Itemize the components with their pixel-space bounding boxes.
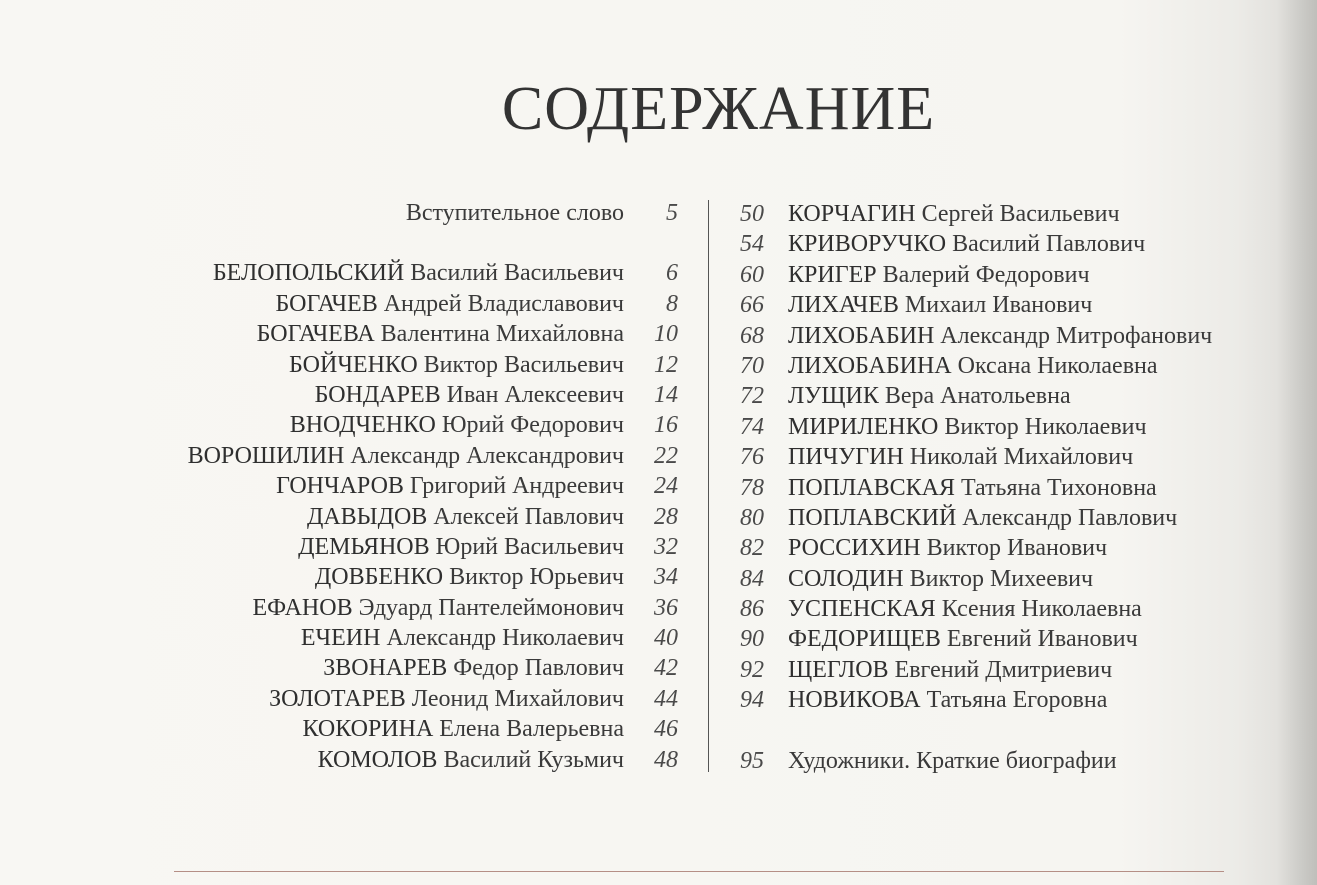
- toc-entry-given-name: Оксана Николаевна: [957, 352, 1158, 379]
- toc-entry-surname: БОНДАРЕВ: [314, 381, 441, 408]
- toc-entry-surname: ПОПЛАВСКИЙ: [788, 504, 957, 531]
- toc-entry-surname: БОГАЧЕВА: [256, 321, 375, 348]
- toc-intro-entry: [0, 198, 678, 228]
- toc-entry-page: 14: [654, 381, 678, 408]
- toc-entry-given-name: Евгений Иванович: [946, 626, 1138, 653]
- toc-entry-name: [290, 410, 624, 440]
- toc-entry: [720, 442, 1310, 472]
- toc-entry-surname: ПОПЛАВСКАЯ: [788, 474, 955, 501]
- toc-entry-page: 70: [740, 352, 764, 379]
- toc-entry-page: 76: [740, 444, 764, 471]
- toc-entry-page: 94: [740, 687, 764, 714]
- toc-entry-surname: КРИГЕР: [788, 261, 877, 288]
- toc-entry-surname: ПИЧУГИН: [788, 444, 904, 471]
- toc-entry-name: [788, 685, 1107, 715]
- toc-entry: [720, 594, 1310, 624]
- toc-entry-name: [302, 714, 624, 744]
- toc-entry: [0, 502, 678, 532]
- toc-entry: [0, 471, 678, 501]
- toc-entry-page: 90: [740, 626, 764, 653]
- toc-entry-page: 8: [666, 290, 678, 317]
- toc-entry-name: [307, 502, 624, 532]
- toc-entry-name: [788, 503, 1177, 533]
- toc-entry: [0, 684, 678, 714]
- toc-entry-name: [788, 412, 1147, 442]
- toc-entry-given-name: Елена Валерьевна: [439, 716, 624, 743]
- toc-entry-surname: ЩЕГЛОВ: [788, 656, 889, 683]
- toc-entry-surname: КОРЧАГИН: [788, 201, 916, 227]
- toc-entry-given-name: Виктор Васильевич: [423, 351, 624, 378]
- toc-entry-name: [788, 564, 1093, 594]
- toc-entry-surname: ДЕМЬЯНОВ: [298, 533, 430, 560]
- toc-entry-name: [788, 381, 1071, 411]
- toc-entry-name: [276, 471, 624, 501]
- toc-entry-surname: ЛИХАЧЕВ: [788, 292, 899, 319]
- toc-entry-name: [788, 473, 1157, 503]
- toc-entry: [720, 473, 1310, 503]
- toc-entry-given-name: Виктор Юрьевич: [449, 564, 624, 591]
- toc-entry-given-name: Иван Алексеевич: [446, 381, 624, 408]
- toc-closing-label: Художники. Краткие биографии: [788, 747, 1117, 774]
- toc-closing-page: 95: [740, 747, 764, 774]
- toc-entry-page: 32: [654, 533, 678, 560]
- toc-entry-name: [318, 745, 624, 775]
- toc-entry-name: [298, 532, 624, 562]
- toc-entry: [720, 229, 1310, 259]
- toc-entry-given-name: Татьяна Тихоновна: [960, 474, 1157, 501]
- toc-entry-surname: БЕЛОПОЛЬСКИЙ: [212, 260, 405, 287]
- toc-entry-given-name: Эдуард Пантелеймонович: [358, 594, 624, 621]
- toc-entry-given-name: Евгений Дмитриевич: [894, 656, 1113, 683]
- toc-entry: [0, 350, 678, 380]
- toc-entry-page: 92: [740, 656, 764, 683]
- toc-entry-given-name: Виктор Михеевич: [909, 565, 1094, 592]
- toc-entry-page: 66: [740, 292, 764, 319]
- toc-entry-page: 78: [740, 474, 764, 501]
- toc-entry-page: 74: [740, 413, 764, 440]
- toc-entry-surname: ДОВБЕНКО: [314, 564, 444, 591]
- toc-entry-given-name: Юрий Федорович: [441, 412, 624, 439]
- toc-entry-given-name: Ксения Николаевна: [941, 596, 1142, 623]
- toc-entry-name: [788, 290, 1092, 320]
- toc-entry-page: 36: [654, 594, 678, 621]
- toc-entry: [0, 289, 678, 319]
- toc-intro-page: 5: [666, 200, 678, 226]
- toc-entry-page: 68: [740, 322, 764, 349]
- toc-entry-surname: МИРИЛЕНКО: [788, 413, 939, 440]
- toc-entry: [0, 319, 678, 349]
- toc-entry: [0, 410, 678, 440]
- toc-entry-given-name: Юрий Васильевич: [435, 533, 624, 560]
- toc-entry-surname: КРИВОРУЧКО: [788, 231, 947, 258]
- toc-entry: [720, 533, 1310, 563]
- toc-entry-name: [252, 593, 624, 623]
- toc-entry-page: 54: [740, 231, 764, 258]
- toc-entry-page: 46: [654, 716, 678, 743]
- toc-entry: [720, 412, 1310, 442]
- toc-entry-surname: СОЛОДИН: [788, 565, 904, 592]
- toc-entry-page: 48: [654, 746, 678, 773]
- toc-spacer: [720, 716, 1310, 746]
- toc-entry-name: [315, 562, 624, 592]
- toc-entry-surname: ЛУЩИК: [788, 383, 879, 410]
- toc-entry-page: 22: [654, 442, 678, 469]
- toc-entry-given-name: Вера Анатольевна: [884, 383, 1071, 410]
- toc-entry-surname: КОМОЛОВ: [317, 746, 438, 773]
- toc-entry-surname: ЛИХОБАБИНА: [788, 352, 952, 379]
- toc-entry-surname: ЕЧЕИН: [300, 625, 381, 652]
- toc-entry-given-name: Василий Кузьмич: [443, 746, 624, 773]
- toc-entry: [720, 655, 1310, 685]
- toc-entry-given-name: Татьяна Егоровна: [926, 687, 1108, 714]
- toc-entry: [0, 593, 678, 623]
- toc-entry-surname: КОКОРИНА: [302, 716, 434, 743]
- toc-entry-surname: ВОРОШИЛИН: [187, 442, 345, 469]
- toc-entry-name: [788, 594, 1142, 624]
- toc-entry-given-name: Валентина Михайловна: [380, 321, 624, 348]
- toc-entry: [720, 260, 1310, 290]
- toc-entry-page: 12: [654, 351, 678, 378]
- toc-entry-page: 82: [740, 535, 764, 562]
- toc-entry-page: 42: [654, 655, 678, 682]
- toc-entry-page: 40: [654, 625, 678, 652]
- toc-entry-name: [323, 653, 624, 683]
- toc-entry-given-name: Николай Михайлович: [909, 444, 1134, 471]
- toc-entry-name: [788, 533, 1107, 563]
- toc-spacer: [0, 228, 678, 258]
- toc-entry-name: [788, 624, 1138, 654]
- toc-entry-given-name: Григорий Андреевич: [409, 473, 624, 500]
- toc-entry-given-name: Леонид Михайлович: [411, 685, 624, 712]
- toc-entry-surname: ДАВЫДОВ: [306, 503, 428, 530]
- toc-entry-given-name: Александр Павлович: [962, 504, 1178, 531]
- toc-entry-given-name: Сергей Васильевич: [921, 201, 1120, 227]
- toc-entry: [720, 351, 1310, 381]
- toc-entry-page: 44: [654, 685, 678, 712]
- toc-entry-page: 60: [740, 261, 764, 288]
- toc-entry-name: [276, 289, 624, 319]
- toc-entry-name: [788, 351, 1158, 381]
- toc-entry-page: 16: [654, 412, 678, 439]
- toc-entry-surname: РОССИХИН: [788, 535, 921, 562]
- toc-entry: [720, 199, 1310, 229]
- footer-rule: [174, 871, 1224, 872]
- toc-right-column: [720, 199, 1310, 776]
- toc-entry-given-name: Василий Павлович: [952, 231, 1146, 258]
- toc-entry-given-name: Александр Николаевич: [386, 625, 624, 652]
- toc-entry-surname: БОГАЧЕВ: [275, 290, 378, 317]
- toc-entry-name: [269, 684, 624, 714]
- toc-entry-surname: ГОНЧАРОВ: [276, 473, 404, 500]
- toc-right-list: [720, 199, 1310, 716]
- toc-entry-name: [315, 380, 624, 410]
- toc-entry: [0, 441, 678, 471]
- toc-entry-given-name: Михаил Иванович: [904, 292, 1093, 319]
- toc-entry-name: [257, 319, 624, 349]
- toc-entry: [0, 623, 678, 653]
- toc-entry-name: [788, 199, 1120, 229]
- toc-entry-given-name: Василий Васильевич: [410, 260, 624, 287]
- toc-entry-page: 84: [740, 565, 764, 592]
- toc-entry: [0, 380, 678, 410]
- column-divider: [708, 200, 709, 772]
- toc-entry-page: 34: [654, 564, 678, 591]
- page-title: СОДЕРЖАНИЕ: [501, 75, 936, 143]
- toc-entry-given-name: Алексей Павлович: [433, 503, 624, 530]
- toc-left-column: [0, 198, 678, 775]
- toc-entry: [0, 714, 678, 744]
- toc-entry-name: [788, 655, 1112, 685]
- toc-entry-name: [788, 321, 1212, 351]
- toc-entry: [0, 653, 678, 683]
- toc-entry-given-name: Александр Митрофанович: [940, 322, 1213, 349]
- toc-entry-page: 80: [740, 504, 764, 531]
- toc-entry-given-name: Валерий Федорович: [882, 261, 1090, 288]
- toc-entry-surname: ВНОДЧЕНКО: [289, 412, 436, 439]
- toc-entry-page: 50: [740, 201, 764, 227]
- toc-entry: [720, 503, 1310, 533]
- toc-entry-surname: НОВИКОВА: [788, 687, 921, 714]
- toc-entry-given-name: Федор Павлович: [453, 655, 624, 682]
- toc-entry: [720, 321, 1310, 351]
- toc-entry-page: 72: [740, 383, 764, 410]
- toc-entry: [720, 564, 1310, 594]
- toc-entry-surname: ЕФАНОВ: [252, 594, 353, 621]
- toc-entry-surname: ЗОЛОТАРЕВ: [269, 685, 406, 712]
- toc-entry-name: [301, 623, 624, 653]
- toc-left-list: [0, 258, 678, 775]
- toc-entry: [0, 532, 678, 562]
- toc-entry-page: 10: [654, 321, 678, 348]
- toc-entry: [720, 381, 1310, 411]
- toc-entry: [0, 258, 678, 288]
- toc-entry-surname: ЗВОНАРЕВ: [323, 655, 448, 682]
- toc-entry-page: 24: [654, 473, 678, 500]
- toc-entry-surname: УСПЕНСКАЯ: [788, 596, 936, 623]
- toc-entry-name: [289, 350, 624, 380]
- toc-entry-surname: ФЕДОРИЩЕВ: [788, 626, 941, 653]
- toc-entry-surname: БОЙЧЕНКО: [289, 351, 418, 378]
- toc-entry-given-name: Андрей Владиславович: [383, 290, 624, 317]
- toc-entry-given-name: Александр Александрович: [350, 442, 624, 469]
- toc-entry-name: [788, 442, 1133, 472]
- toc-entry-name: [788, 229, 1145, 259]
- toc-entry-surname: ЛИХОБАБИН: [788, 322, 935, 349]
- toc-entry-given-name: Виктор Иванович: [926, 535, 1108, 562]
- toc-closing-entry: [720, 746, 1310, 776]
- toc-entry-page: 6: [666, 260, 678, 287]
- toc-entry: [720, 624, 1310, 654]
- toc-intro-label: Вступительное слово: [405, 200, 624, 226]
- toc-entry-page: 28: [654, 503, 678, 530]
- toc-entry-given-name: Виктор Николаевич: [944, 413, 1147, 440]
- toc-entry-name: [213, 258, 624, 288]
- toc-entry: [0, 745, 678, 775]
- toc-entry: [0, 562, 678, 592]
- toc-entry-page: 86: [740, 596, 764, 623]
- toc-entry-name: [788, 260, 1090, 290]
- toc-entry: [720, 290, 1310, 320]
- toc-entry-name: [188, 441, 624, 471]
- toc-entry: [720, 685, 1310, 715]
